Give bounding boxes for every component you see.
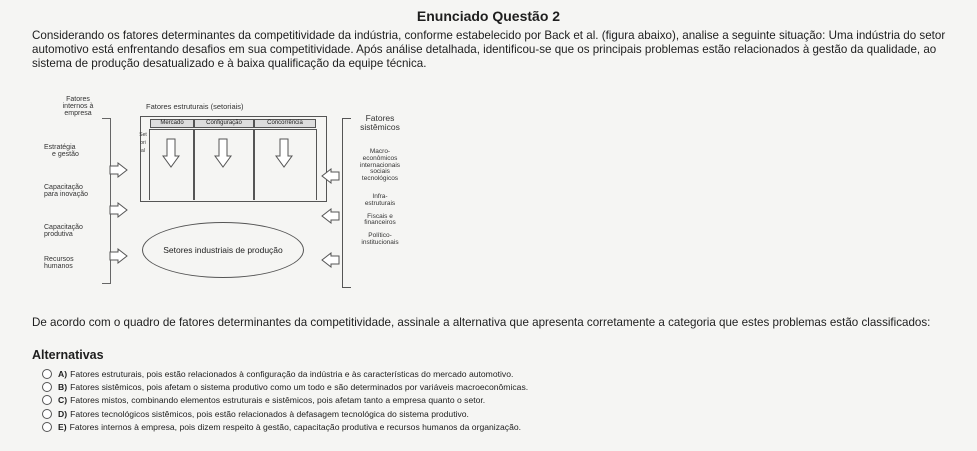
alternative-letter: B) [58,382,68,393]
structural-header-market: Mercado [150,119,194,128]
internal-item-hr: Recursos humanos [44,256,74,270]
internal-item-production: Capacitação produtiva [44,224,83,238]
arrow-right-icon [108,162,130,178]
internal-title: Fatores internos à empresa [62,96,94,117]
question-title: Enunciado Questão 2 [416,8,561,24]
industrial-sectors-label: Setores industriais de produção [163,245,283,255]
alternative-text: Fatores tecnológicos sistêmicos, pois estão relacionados à defasagem tecnológica do sistema produtivo. [70,408,469,419]
radio-button[interactable] [42,395,52,405]
industrial-sectors-ellipse [142,222,304,278]
alternative-text: Fatores estruturais, pois estão relacionados à configuração da indústria e às características do mercado automotivo. [70,368,514,379]
alternative-e[interactable] [42,421,962,434]
alternatives-title: Alternativas [32,348,104,362]
question-prompt: De acordo com o quadro de fatores determinantes da competitividade, assinale a alternativa que apresenta corretamente a categoria que estes problemas estão classificados: [32,316,931,329]
competitiveness-figure [38,96,410,292]
radio-button[interactable] [42,422,52,432]
arrow-left-icon [319,208,341,224]
alternative-letter: A) [58,368,68,379]
internal-item-strategy: Estratégia e gestão [44,144,79,158]
arrow-down-icon [162,138,180,168]
structural-header-configuration: Configuração [194,119,254,128]
alternative-text: Fatores sistêmicos, pois afetam o sistema produtivo como um todo e são determinados por variáveis macroeconômicas. [70,382,529,393]
internal-item-innovation: Capacitação para inovação [44,184,88,198]
structural-title: Fatores estruturais (setoriais) [146,102,244,111]
radio-button[interactable] [42,409,52,419]
alternative-letter: E) [58,422,67,433]
arrow-left-icon [319,252,341,268]
systemic-title: Fatores sistêmicos [360,113,400,132]
alternative-letter: C) [58,395,68,406]
structural-header-competition: Concorrência [254,119,316,128]
arrow-down-icon [214,138,232,168]
systemic-items: Macro- econômicos internacionais sociais tecnológicos Infra- estruturais Fiscais e financeiros Político- institucionais [359,148,401,246]
radio-button[interactable] [42,382,52,392]
alternative-text: Fatores mistos, combinando elementos estruturais e sistêmicos, pois afetam tanto a empresa quanto o setor. [70,395,486,406]
alternatives-list [42,367,962,434]
arrow-right-icon [108,202,130,218]
alternative-letter: D) [58,408,68,419]
alternative-d[interactable] [42,407,962,420]
alternative-c[interactable] [42,394,962,407]
arrow-right-icon [108,248,130,264]
structural-side-label: Setorial [139,132,147,154]
alternative-text: Fatores internos à empresa, pois dizem respeito à gestão, capacitação produtiva e recursos humanos da organização. [69,422,522,433]
alternative-b[interactable] [42,380,962,393]
question-statement: Considerando os fatores determinantes da competitividade da indústria, conforme estabelecido por Back et al. (figura abaixo), analise a seguinte situação: Uma indústria do setor automotivo está enfrentando desafios em sua competitividade. Após análise detalhada, identificou-se que os principais problemas estão relacionados à gestão da qualidade, ao sistema de produção desatualizado e à baixa qualificação da equipe técnica. [32,29,946,70]
arrow-left-icon [319,168,341,184]
alternative-a[interactable] [42,367,962,380]
arrow-down-icon [275,138,293,168]
radio-button[interactable] [42,369,52,379]
